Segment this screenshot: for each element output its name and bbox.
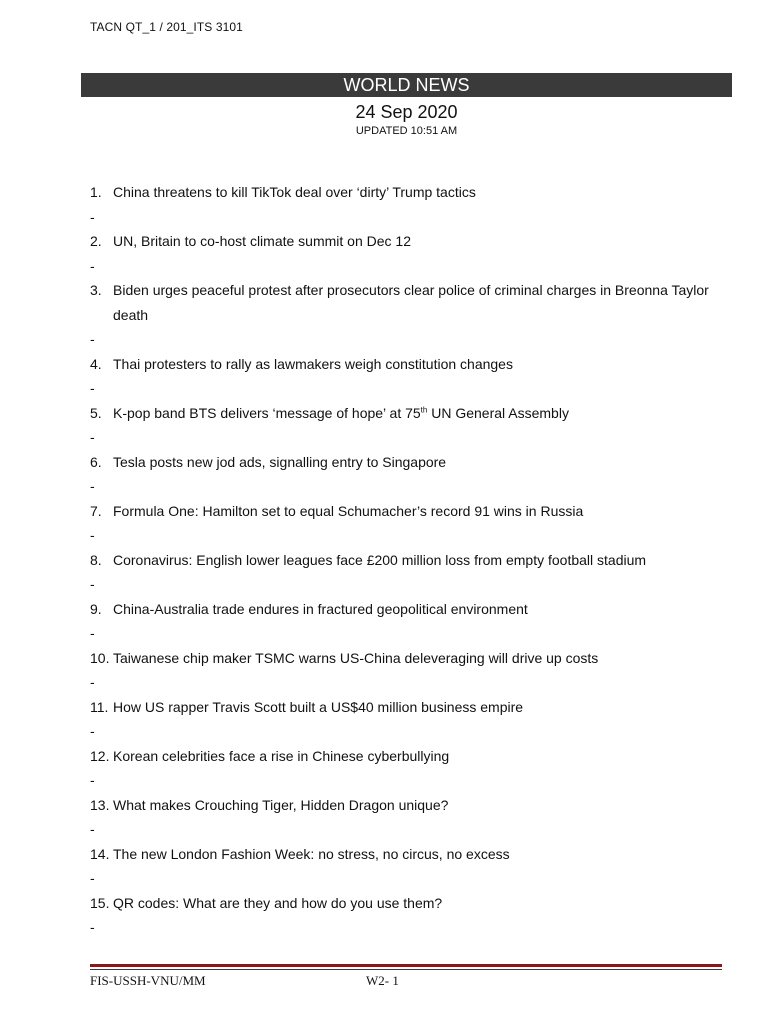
news-headline: What makes Crouching Tiger, Hidden Dragon unique? xyxy=(113,796,449,813)
news-headline: China threatens to kill TikTok deal over ‘dirty’ Trump tactics xyxy=(113,184,476,200)
footer-divider-thin xyxy=(90,969,722,970)
news-item xyxy=(90,352,720,401)
news-number: 9. xyxy=(90,600,102,617)
news-item xyxy=(90,229,720,278)
news-item xyxy=(90,450,720,499)
news-dash: - xyxy=(90,429,95,445)
news-item xyxy=(90,278,720,352)
news-dash: - xyxy=(90,723,95,739)
news-item xyxy=(90,842,720,891)
news-dash: - xyxy=(90,576,95,592)
news-headline: Korean celebrities face a rise in Chinese cyberbullying xyxy=(113,747,450,764)
news-number: 14. xyxy=(90,845,110,862)
news-dash: - xyxy=(90,527,95,543)
updated-time: UPDATED 10:51 AM xyxy=(355,125,458,137)
news-item xyxy=(90,499,720,548)
news-date: 24 Sep 2020 xyxy=(355,102,458,122)
news-number: 2. xyxy=(90,233,102,249)
news-headline xyxy=(90,401,720,426)
ordinal-superscript: th xyxy=(420,404,428,414)
news-dash: - xyxy=(90,380,95,396)
news-headline: Tesla posts new jod ads, signalling entry to Singapore xyxy=(113,453,447,470)
news-number: 13. xyxy=(90,796,110,813)
news-headline: China-Australia trade endures in fractured geopolitical environment xyxy=(113,600,528,617)
news-number: 1. xyxy=(90,184,102,200)
news-item xyxy=(90,180,720,229)
news-item xyxy=(90,597,720,646)
news-headline: The new London Fashion Week: no stress, no circus, no excess xyxy=(113,845,510,862)
news-number: 15. xyxy=(90,894,110,911)
news-dash: - xyxy=(90,478,95,494)
news-headline: Formula One: Hamilton set to equal Schumacher’s record 91 wins in Russia xyxy=(113,502,584,519)
news-dash: - xyxy=(90,331,95,347)
banner-title: WORLD NEWS xyxy=(343,75,470,95)
news-headline-part: UN General Assembly xyxy=(427,404,569,421)
news-item xyxy=(90,548,720,597)
footer-source: FIS-USSH-VNU/MM xyxy=(90,973,206,988)
news-list xyxy=(90,180,720,940)
footer-divider xyxy=(90,964,722,967)
news-dash: - xyxy=(90,870,95,886)
news-number: 11. xyxy=(90,698,109,715)
news-headline: How US rapper Travis Scott built a US$40 million business empire xyxy=(113,698,524,715)
news-item xyxy=(90,793,720,842)
news-number: 3. xyxy=(90,282,102,298)
news-headline: UN, Britain to co-host climate summit on Dec 12 xyxy=(113,233,411,249)
news-headline: Coronavirus: English lower leagues face £200 million loss from empty football stadium xyxy=(113,551,647,568)
news-item xyxy=(90,646,720,695)
news-headline-part: K-pop band BTS delivers ‘message of hope’ at 75 xyxy=(113,404,421,421)
news-number: 4. xyxy=(90,355,102,372)
news-dash: - xyxy=(90,625,95,641)
news-dash: - xyxy=(90,257,95,274)
news-item xyxy=(90,401,720,450)
news-dash: - xyxy=(90,674,95,690)
news-number: 8. xyxy=(90,551,102,568)
news-headline: Biden urges peaceful protest after prosecutors clear police of criminal charges in Breonna Taylor death xyxy=(113,282,709,323)
document-header-code: TACN QT_1 / 201_ITS 3101 xyxy=(90,20,243,34)
news-headline: Taiwanese chip maker TSMC warns US-China deleveraging will drive up costs xyxy=(113,649,599,666)
news-item xyxy=(90,695,720,744)
news-dash: - xyxy=(90,821,95,837)
news-number: 5. xyxy=(90,404,102,421)
news-number: 6. xyxy=(90,453,102,470)
news-number: 7. xyxy=(90,502,102,519)
news-number: 12. xyxy=(90,747,110,764)
news-number: 10. xyxy=(90,649,110,666)
news-headline: Thai protesters to rally as lawmakers weigh constitution changes xyxy=(113,355,513,372)
news-dash: - xyxy=(90,772,95,788)
news-dash: - xyxy=(90,208,95,225)
news-item xyxy=(90,891,720,940)
news-dash: - xyxy=(90,919,95,935)
world-news-banner xyxy=(81,73,732,97)
page-number: W2- 1 xyxy=(366,973,399,988)
news-item xyxy=(90,744,720,793)
news-headline: QR codes: What are they and how do you use them? xyxy=(113,894,443,911)
